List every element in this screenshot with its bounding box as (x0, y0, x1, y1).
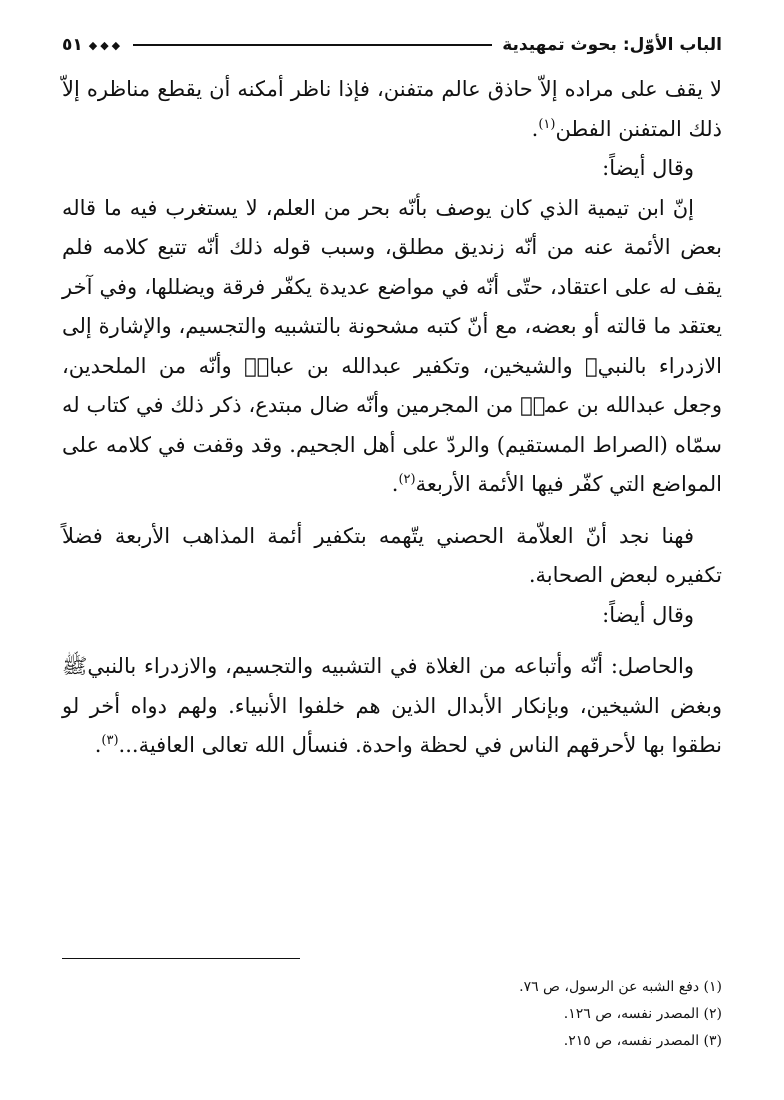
paragraph: وقال أيضاً: (602, 156, 694, 180)
header-ornament: ◆◆◆ (88, 38, 124, 52)
paragraph: وقال أيضاً: (602, 602, 694, 627)
footnote-separator (62, 958, 300, 959)
footnotes (62, 974, 722, 1055)
paragraph: إنّ ابن تيمية الذي كان يوصف بأنّه بحر من العلم، لا يستغرب فيه ما قاله بعض الأئمة عنه من أنّه زنديق مطلق، وسبب قوله ذلك أنّه تتبع كلامه فلم يقف له على اعتقاد، حتّى أنّه في مواضع عديدة يكفّر فرقة ويضللها، وفي آخر يعتقد ما قالته أو بعضه، مع أنّ كتبه مشحونة بالتشبيه والتجسيم، والإشارة إلى الازدراء بالنبيﷺ والشيخين، وتكفير عبدالله بن عباسؓ وأنّه من الملحدين، وجعل عبدالله بن عمرؓ من المجرمين وأنّه ضال مبتدع، ذكر ذلك في كتاب له سمّاه (الصراط المستقيم) والردّ على أهل الجحيم. وقد وقفت في كلامه على المواضع التي كفّر فيها الأئمة الأربعة$^{(٢)}$. (62, 195, 722, 496)
footnote-ref: (٢) (398, 472, 416, 487)
header-rule (133, 44, 492, 46)
footnote-ref: (١) (538, 116, 556, 132)
page-number: ٥١ (62, 35, 83, 55)
main-text (62, 70, 722, 766)
paragraph: فهنا نجد أنّ العلاّمة الحصني يتّهمه بتكفير أئمة المذاهب الأربعة فضلاً تكفيره لبعض الصحابة. (62, 523, 722, 587)
chapter-title: الباب الأوّل: بحوث تمهيدية (502, 35, 722, 55)
paragraph: لا يقف على مراده إلاّ حاذق عالم متفنن، فإذا ناظر أمكنه أن يقطع مناظره إلاّ ذلك المتفنن الفطن$^{(١)}$. (62, 77, 722, 141)
paragraph: والحاصل: أنّه وأتباعه من الغلاة في التشبيه والتجسيم، والازدراء بالنبيﷺ وبغض الشيخين، وبإنكار الأبدال الذين هم خلفوا الأنبياء. ولهم دواه أخر لو نطقوا بها لأحرقهم الناس في لحظة واحدة. فنسأل الله تعالى العافية...$^{(٣)}$. (62, 654, 722, 757)
book-page (62, 30, 722, 1049)
footnote: (٣) المصدر نفسه، ص ٢١٥. (563, 1033, 722, 1049)
footnote: (٢) المصدر نفسه، ص ١٢٦. (563, 1006, 722, 1022)
running-header (62, 30, 722, 60)
footnote-ref: (٣) (101, 733, 119, 748)
footnote: (١) دفع الشبه عن الرسول، ص ٧٦. (519, 979, 722, 995)
